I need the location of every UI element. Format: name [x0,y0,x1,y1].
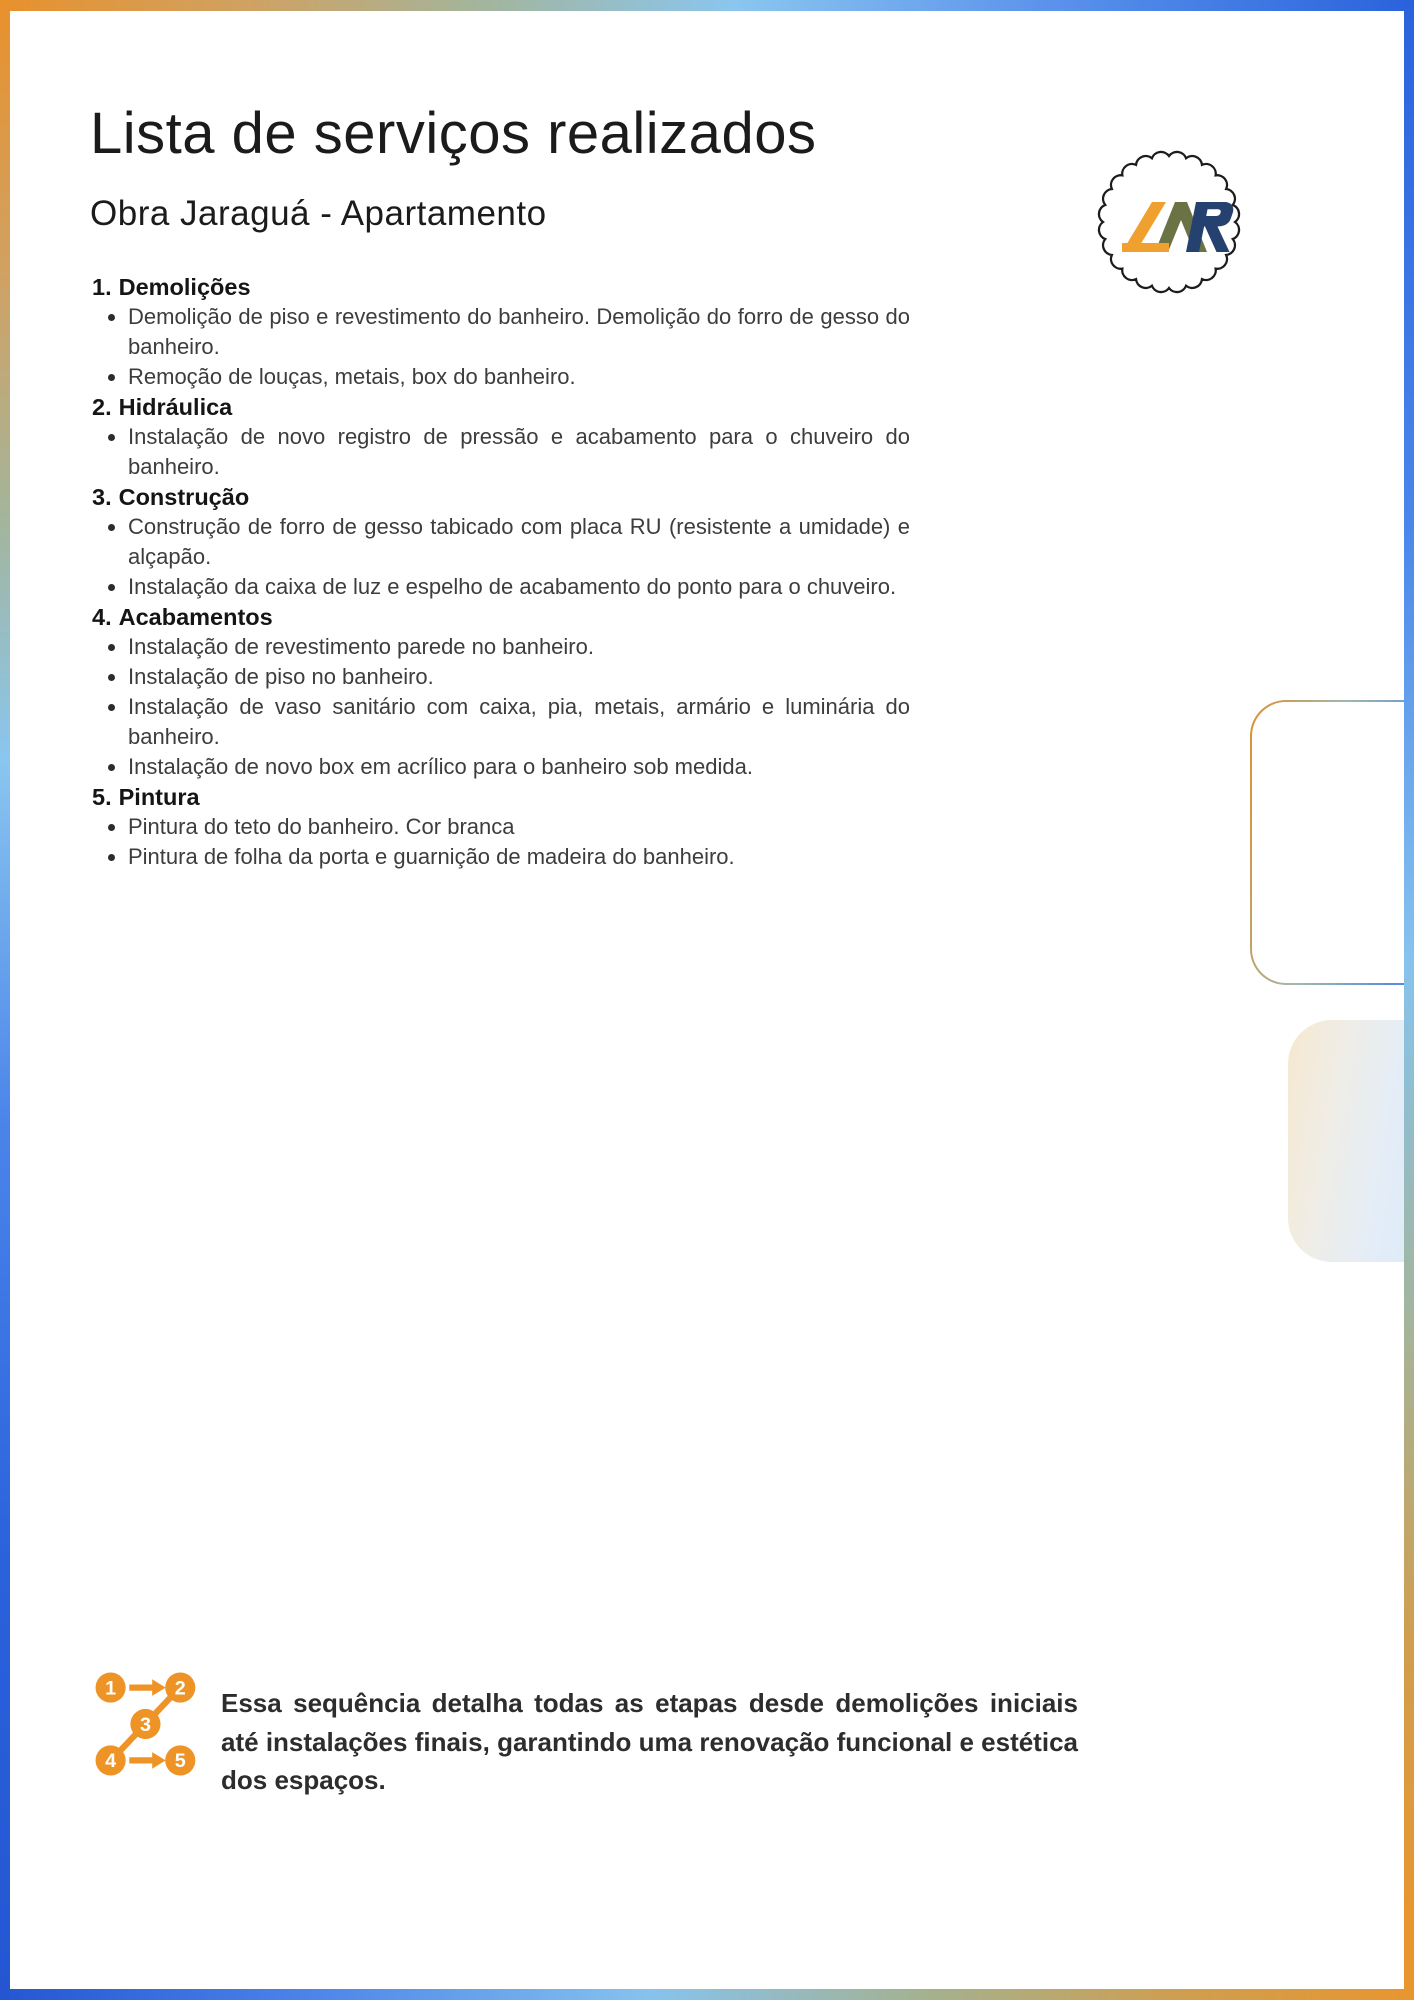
footer-note-text: Essa sequência detalha todas as etapas desde demolições iniciais até instalações finais, garantindo uma renovação funcional e estética dos espaços. [221,1688,1078,1795]
service-item: • Instalação de novo registro de pressão e acabamento para o chuveiro do banheiro. [128,422,910,482]
section-heading [92,272,910,302]
section-items [92,422,910,482]
service-item: • Instalação de vaso sanitário com caixa, pia, metais, armário e luminária do banheiro. [128,692,910,752]
connector-3-4 [120,1733,137,1751]
service-section [92,602,910,782]
connector-2-3 [154,1697,171,1715]
page-border-bottom [0,1989,1414,2000]
section-items [92,512,910,602]
step-number-1: 1 [105,1677,117,1700]
decor-outline-card [1250,700,1414,985]
section-number: 1. [92,274,112,300]
section-title: Pintura [118,784,200,810]
company-logo [1093,146,1245,298]
service-section [92,782,910,872]
section-number: 4. [92,604,112,630]
section-heading [92,482,910,512]
section-number: 5. [92,784,112,810]
service-item: • Instalação de piso no banheiro. [128,662,910,692]
service-item: • Pintura de folha da porta e guarnição de madeira do banheiro. [128,842,910,872]
arrowhead-4-5 [152,1752,166,1769]
section-items [92,812,910,872]
sequence-steps-icon [95,1672,199,1776]
section-title: Construção [118,484,250,510]
service-item: • Instalação de revestimento parede no banheiro. [128,632,910,662]
step-number-5: 5 [174,1750,186,1773]
service-item: • Pintura do teto do banheiro. Cor branca [128,812,910,842]
page-border-left [0,0,10,2000]
service-section [92,392,910,482]
step-number-3: 3 [139,1713,151,1736]
section-heading [92,602,910,632]
section-items [92,632,910,782]
page-title: Lista de serviços realizados [90,101,817,166]
section-number: 3. [92,484,112,510]
section-title: Demolições [118,274,251,300]
footer-note [95,1650,1078,1800]
service-section [92,482,910,602]
service-item: • Instalação de novo box em acrílico para o banheiro sob medida. [128,752,910,782]
page-border-right [1404,0,1414,2000]
decor-gradient-card [1288,1020,1414,1262]
page-border-top [0,0,1414,11]
service-item: • Demolição de piso e revestimento do banheiro. Demolição do forro de gesso do banheiro. [128,302,910,362]
decor-outline-card-inner [1252,702,1414,983]
service-item: • Construção de forro de gesso tabicado com placa RU (resistente a umidade) e alçapão. [128,512,910,572]
section-title: Acabamentos [118,604,273,630]
section-heading [92,782,910,812]
step-number-2: 2 [174,1677,186,1700]
step-number-4: 4 [105,1750,117,1773]
section-number: 2. [92,394,112,420]
section-heading [92,392,910,422]
section-title: Hidráulica [118,394,233,420]
logo-letter-l-foot [1122,243,1169,252]
logo-letter-r-leg [1205,227,1230,253]
lar-logo-icon [1093,146,1245,298]
arrowhead-1-2 [152,1679,166,1696]
page-subtitle: Obra Jaraguá - Apartamento [90,194,547,233]
services-list [92,272,910,872]
service-item: • Remoção de louças, metais, box do banheiro. [128,362,910,392]
service-item: • Instalação da caixa de luz e espelho de acabamento do ponto para o chuveiro. [128,572,910,602]
service-section [92,272,910,392]
section-items [92,302,910,392]
